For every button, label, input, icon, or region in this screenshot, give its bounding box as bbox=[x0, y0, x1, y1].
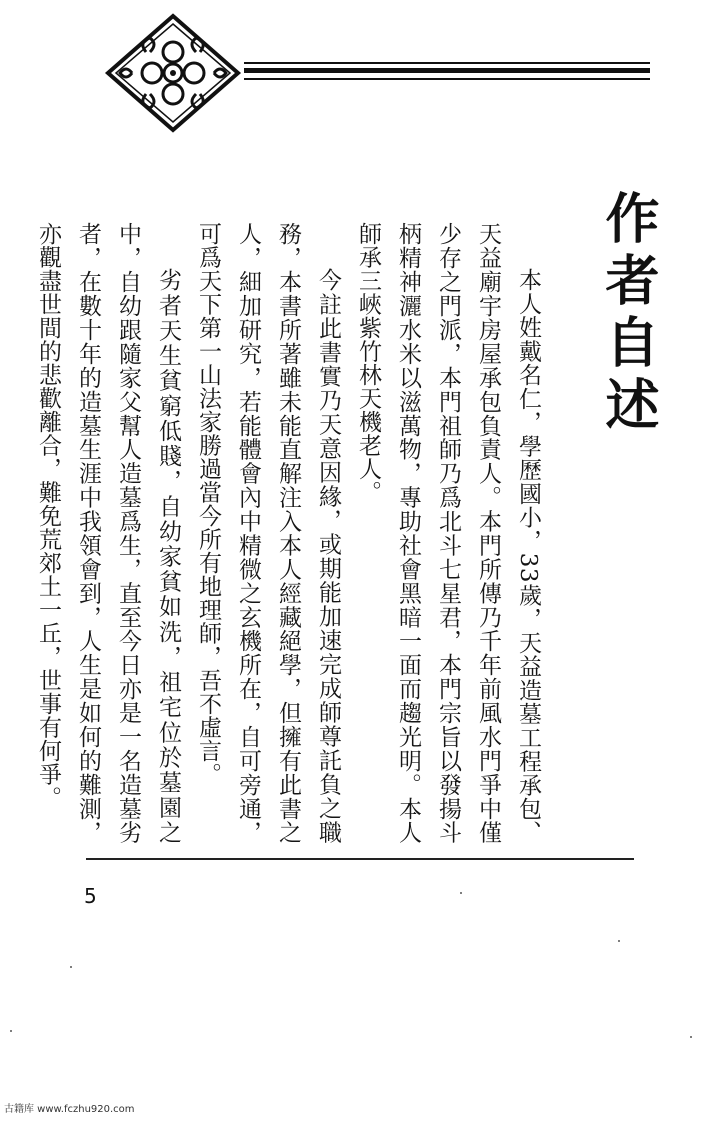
page-title: 作者自述 bbox=[597, 190, 660, 438]
header-rule-thick bbox=[244, 68, 650, 73]
page-number: 5 bbox=[84, 884, 97, 908]
paragraph: 今註此書實乃天意因緣，或期能加速完成師尊託負之職務，本書所著雖未能直解注入本人經藏絕學，但擁有此書之人，細加研究，若能體會內中精微之玄機所在，自可旁通，可爲天下第一山法家勝過當今所有地理師，吾不虛言。 bbox=[195, 222, 341, 844]
scan-speck bbox=[70, 966, 72, 968]
paragraph: 本人姓戴名仁，學歷國小，33歲，天益造墓工程承包、天益廟宇房屋承包負責人。本門所傳乃千年前風水門爭中僅少存之門派，本門祖師乃爲北斗七星君，本門宗旨以發揚斗柄精神灑水米以滋萬物，專助社會黑暗一面而趨光明。本人師承三峽紫竹林天機老人。 bbox=[355, 222, 541, 844]
scan-speck bbox=[460, 892, 462, 894]
footer-watermark: 古籍库 www.fczhu920.com bbox=[4, 1104, 135, 1115]
scan-speck bbox=[690, 1036, 692, 1038]
paragraph: 劣者天生貧窮低賤，自幼家貧如洗，祖宅位於墓園之中，自幼跟隨家父幫人造墓爲生，直至今日亦是一名造墓劣者，在數十年的造墓生涯中我領會到，人生是如何的難測，亦觀盡世間的悲歡離合，難免荒郊土一丘，世事有何爭。 bbox=[35, 222, 181, 844]
bottom-rule bbox=[86, 858, 634, 860]
ornament-emblem-icon bbox=[106, 14, 240, 132]
scan-speck bbox=[618, 940, 620, 942]
body-text bbox=[35, 222, 548, 844]
scan-speck bbox=[10, 1030, 12, 1032]
header-rule-thin bbox=[244, 78, 650, 80]
header-rules bbox=[244, 62, 650, 86]
header-rule-thin bbox=[244, 62, 650, 64]
